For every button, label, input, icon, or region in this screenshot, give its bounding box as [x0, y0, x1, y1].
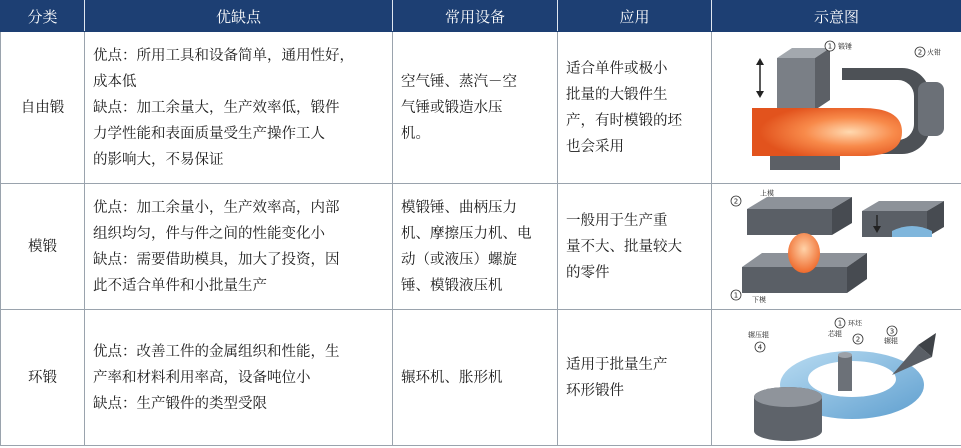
category-cell: 环锻	[1, 310, 85, 446]
arrow-head-up-icon	[756, 58, 764, 65]
equipment-cell	[393, 32, 558, 184]
text-line: 批量的大锻件生	[566, 86, 668, 103]
diagram-label-number: 3	[889, 327, 894, 335]
die-forging-diagram	[722, 189, 952, 305]
text-line: 适合单件或极小	[566, 60, 668, 77]
diagram-label-number: 2	[855, 335, 860, 343]
diagram-label: 下模	[751, 295, 766, 304]
header-row	[1, 1, 961, 32]
ring-rolling-diagram	[722, 315, 952, 441]
hot-billet-shape	[788, 233, 820, 273]
diagram-label-number: 2	[733, 197, 738, 206]
diagram-label: 上模	[759, 189, 774, 198]
text-line: 此不适合单件和小批量生产	[93, 277, 267, 294]
text-line: 的零件	[566, 264, 610, 281]
text-line: 锤、模锻液压机	[401, 277, 503, 294]
text-line: 动（或液压）螺旋	[401, 251, 517, 268]
pros-cons-cell	[85, 32, 393, 184]
text-line: 机、摩擦压力机、电	[401, 225, 532, 242]
diagram-label-number: 1	[837, 319, 842, 327]
diagram-cell	[712, 184, 961, 310]
header-diagram: 示意图	[712, 1, 961, 32]
application-cell	[558, 310, 712, 446]
diagram-label: 芯辊	[827, 329, 842, 338]
text-line: 模锻锤、曲柄压力	[401, 199, 517, 216]
text-line: 辗环机、胀形机	[401, 369, 503, 386]
text-line: 也会采用	[566, 138, 624, 155]
diagram-label: 火钳	[926, 48, 941, 57]
text-line: 缺点：需要借助模具，加大了投资，因	[93, 251, 340, 268]
mandrel-shape	[838, 355, 852, 391]
category-cell: 自由锻	[1, 32, 85, 184]
arrow-head-down-icon	[756, 91, 764, 98]
diagram-label: 锻锤	[837, 42, 852, 51]
table-row	[1, 32, 961, 184]
text-line: 机。	[401, 125, 430, 142]
text-line: 量不大、批量较大	[566, 238, 682, 255]
diagram-label-number: 2	[917, 48, 922, 57]
hammer-shape	[777, 58, 815, 110]
text-line: 环形锻件	[566, 382, 624, 399]
header-pros-cons: 优缺点	[85, 1, 393, 32]
text-line: 力学性能和表面质量受生产操作工人	[93, 125, 325, 142]
text-line: 气锤或锻造水压	[401, 99, 503, 116]
table-row	[1, 184, 961, 310]
header-equipment: 常用设备	[393, 1, 558, 32]
diagram-label-number: 1	[733, 291, 738, 300]
hammer-side-face	[815, 48, 830, 110]
text-line: 产，有时模锻的坯	[566, 112, 682, 129]
text-line: 组织均匀，件与件之间的性能变化小	[93, 225, 325, 242]
open-die-forging-diagram	[722, 38, 952, 178]
mandrel-top	[838, 352, 852, 358]
application-cell	[558, 184, 712, 310]
table-row	[1, 310, 961, 446]
text-line: 一般用于生产重	[566, 212, 668, 229]
diagram-label: 辗压辊	[747, 330, 769, 339]
main-roll-top	[754, 387, 822, 407]
equipment-cell	[393, 310, 558, 446]
pros-cons-cell	[85, 310, 393, 446]
diagram-cell	[712, 32, 961, 184]
lower-die-front-face	[742, 267, 847, 293]
header-category: 分类	[1, 1, 85, 32]
text-line: 优点：所用工具和设备简单，通用性好，	[93, 47, 354, 64]
diagram-label-number: 1	[827, 42, 832, 51]
header-application: 应用	[558, 1, 712, 32]
category-cell: 模锻	[1, 184, 85, 310]
tongs-shape	[918, 82, 944, 136]
text-line: 空气锤、蒸汽－空	[401, 73, 517, 90]
hot-workpiece-shape	[752, 108, 902, 156]
diagram-label-number: 4	[757, 343, 762, 351]
diagram-label: 环坯	[847, 319, 862, 327]
application-cell	[558, 32, 712, 184]
text-line: 适用于批量生产	[566, 356, 668, 373]
diagram-cell	[712, 310, 961, 446]
anvil-shape	[770, 156, 840, 170]
text-line: 产率和材料利用率高，设备吨位小	[93, 369, 311, 386]
text-line: 缺点：加工余量大，生产效率低，锻件	[93, 99, 340, 116]
text-line: 缺点：生产锻件的类型受限	[93, 395, 267, 412]
text-line: 的影响大，不易保证	[93, 151, 224, 168]
text-line: 成本低	[93, 73, 137, 90]
upper-die-front-face	[747, 209, 832, 235]
equipment-cell	[393, 184, 558, 310]
text-line: 优点：改善工件的金属组织和性能，生	[93, 343, 340, 360]
text-line: 优点：加工余量小，生产效率高，内部	[93, 199, 340, 216]
pros-cons-cell	[85, 184, 393, 310]
diagram-label: 辗辊	[883, 336, 898, 345]
